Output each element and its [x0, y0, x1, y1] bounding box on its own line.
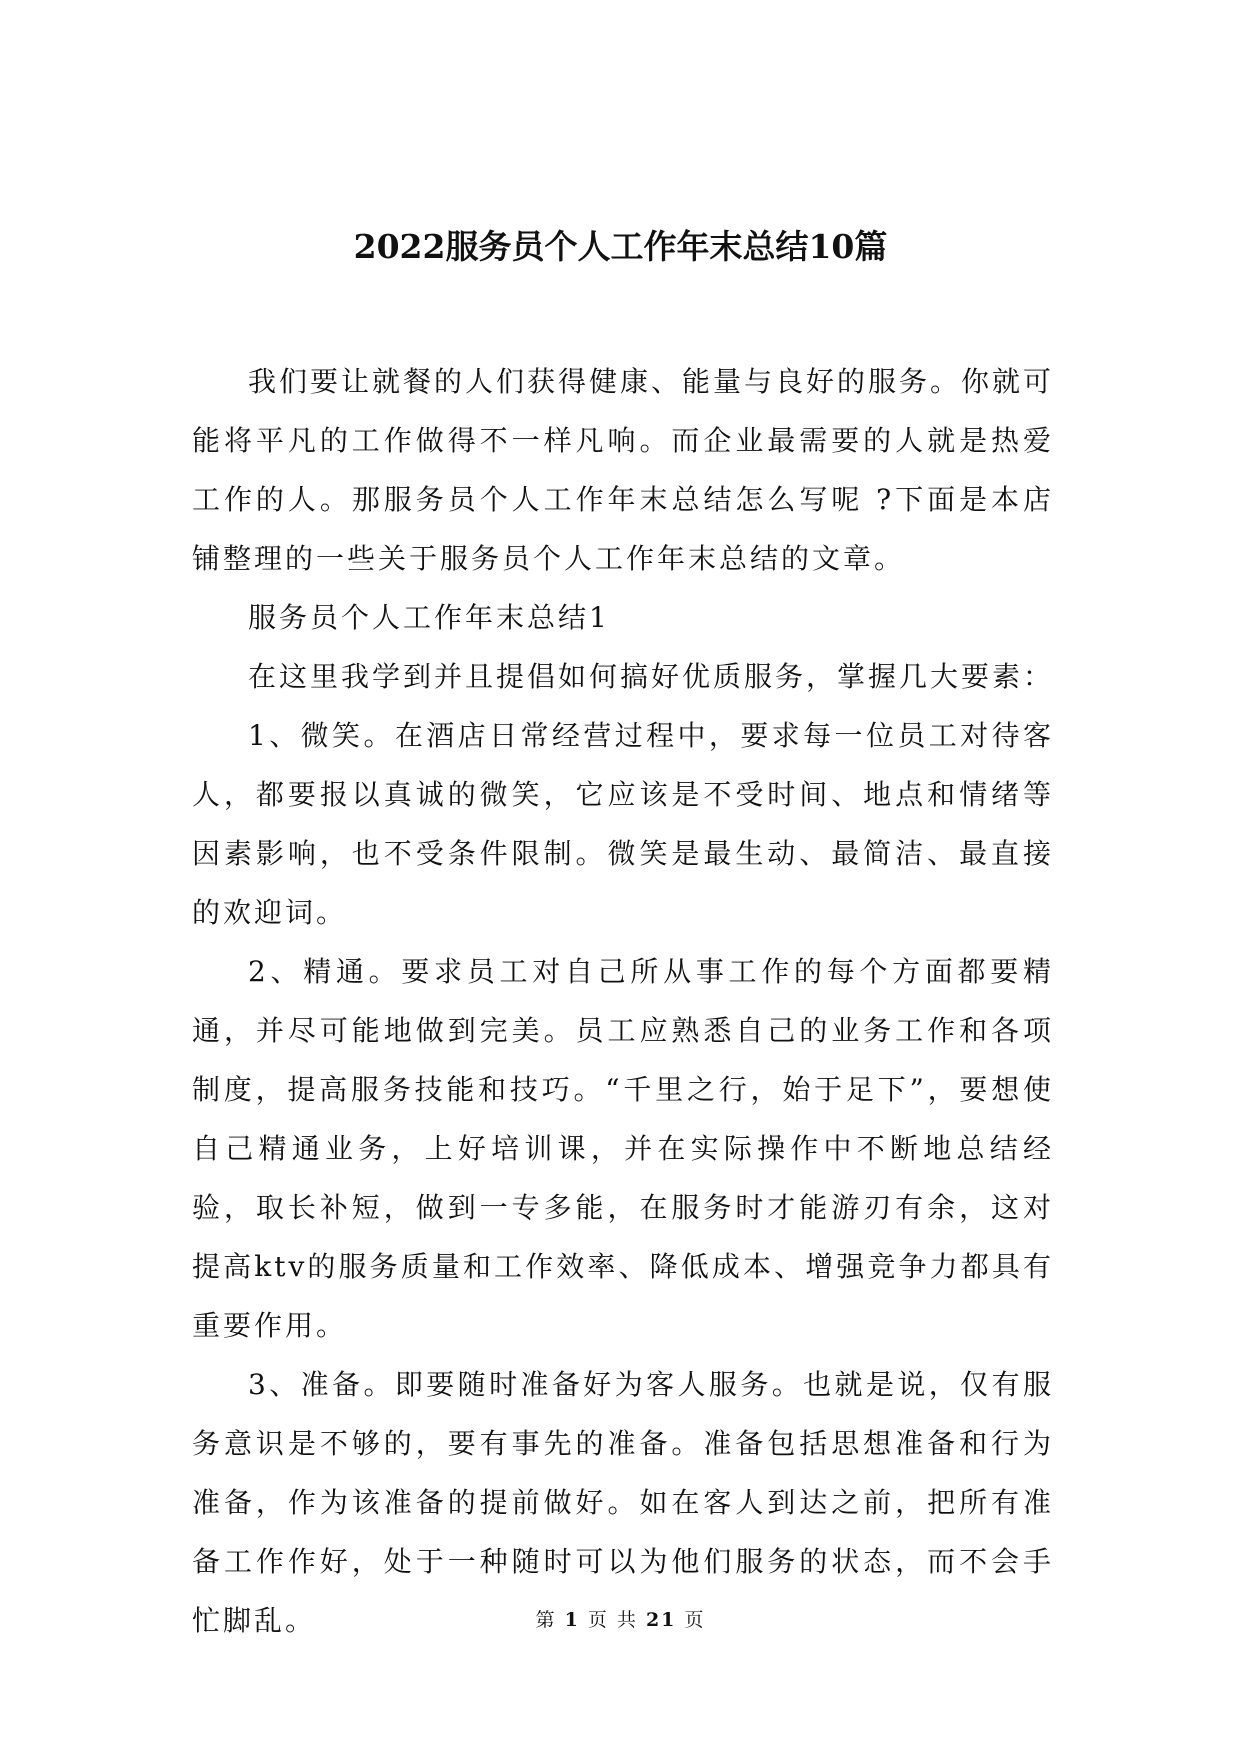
footer-suffix: 页 — [684, 1609, 706, 1631]
paragraph-proficiency: 2、精通。要求员工对自己所从事工作的每个方面都要精通，并尽可能地做到完美。员工应熟悉自己的业务工作和各项制度，提高服务技能和技巧。“千里之行，始于足下”，要想使自己精通业务，上好培训课，并在实际操作中不断地总结经验，取长补短，做到一专多能，在服务时才能游刃有余，这对提高ktv的服务质量和工作效率、降低成本、增强竞争力都具有重要作用。 — [192, 955, 1054, 1342]
section-heading: 服务员个人工作年末总结1 — [248, 601, 610, 634]
paragraph-elements: 在这里我学到并且提倡如何搞好优质服务，掌握几大要素： — [248, 660, 1055, 693]
footer-prefix: 第 — [535, 1609, 557, 1631]
paragraph-smile: 1、微笑。在酒店日常经营过程中，要求每一位员工对待客人，都要报以真诚的微笑，它应该是不受时间、地点和情绪等因素影响，也不受条件限制。微笑是最生动、最简洁、最直接的欢迎词。 — [192, 719, 1054, 929]
document-body — [192, 352, 1054, 1650]
total-page-count: 21 — [645, 1609, 677, 1631]
document-title: 2022服务员个人工作年末总结10篇 — [353, 227, 888, 266]
paragraph-preparation: 3、准备。即要随时准备好为客人服务。也就是说，仅有服务意识是不够的，要有事先的准备。准备包括思想准备和行为准备，作为该准备的提前做好。如在客人到达之前，把所有准备工作作好，处于一种随时可以为他们服务的状态，而不会手忙脚乱。 — [192, 1368, 1054, 1637]
current-page-number: 1 — [564, 1609, 580, 1631]
intro-paragraph: 我们要让就餐的人们获得健康、能量与良好的服务。你就可能将平凡的工作做得不一样凡响。而企业最需要的人就是热爱工作的人。那服务员个人工作年末总结怎么写呢 ?下面是本店铺整理的一些关于服务员个人工作年末总结的文章。 — [192, 365, 1055, 575]
page-footer — [0, 1605, 1241, 1635]
footer-middle: 页 共 — [587, 1609, 638, 1631]
